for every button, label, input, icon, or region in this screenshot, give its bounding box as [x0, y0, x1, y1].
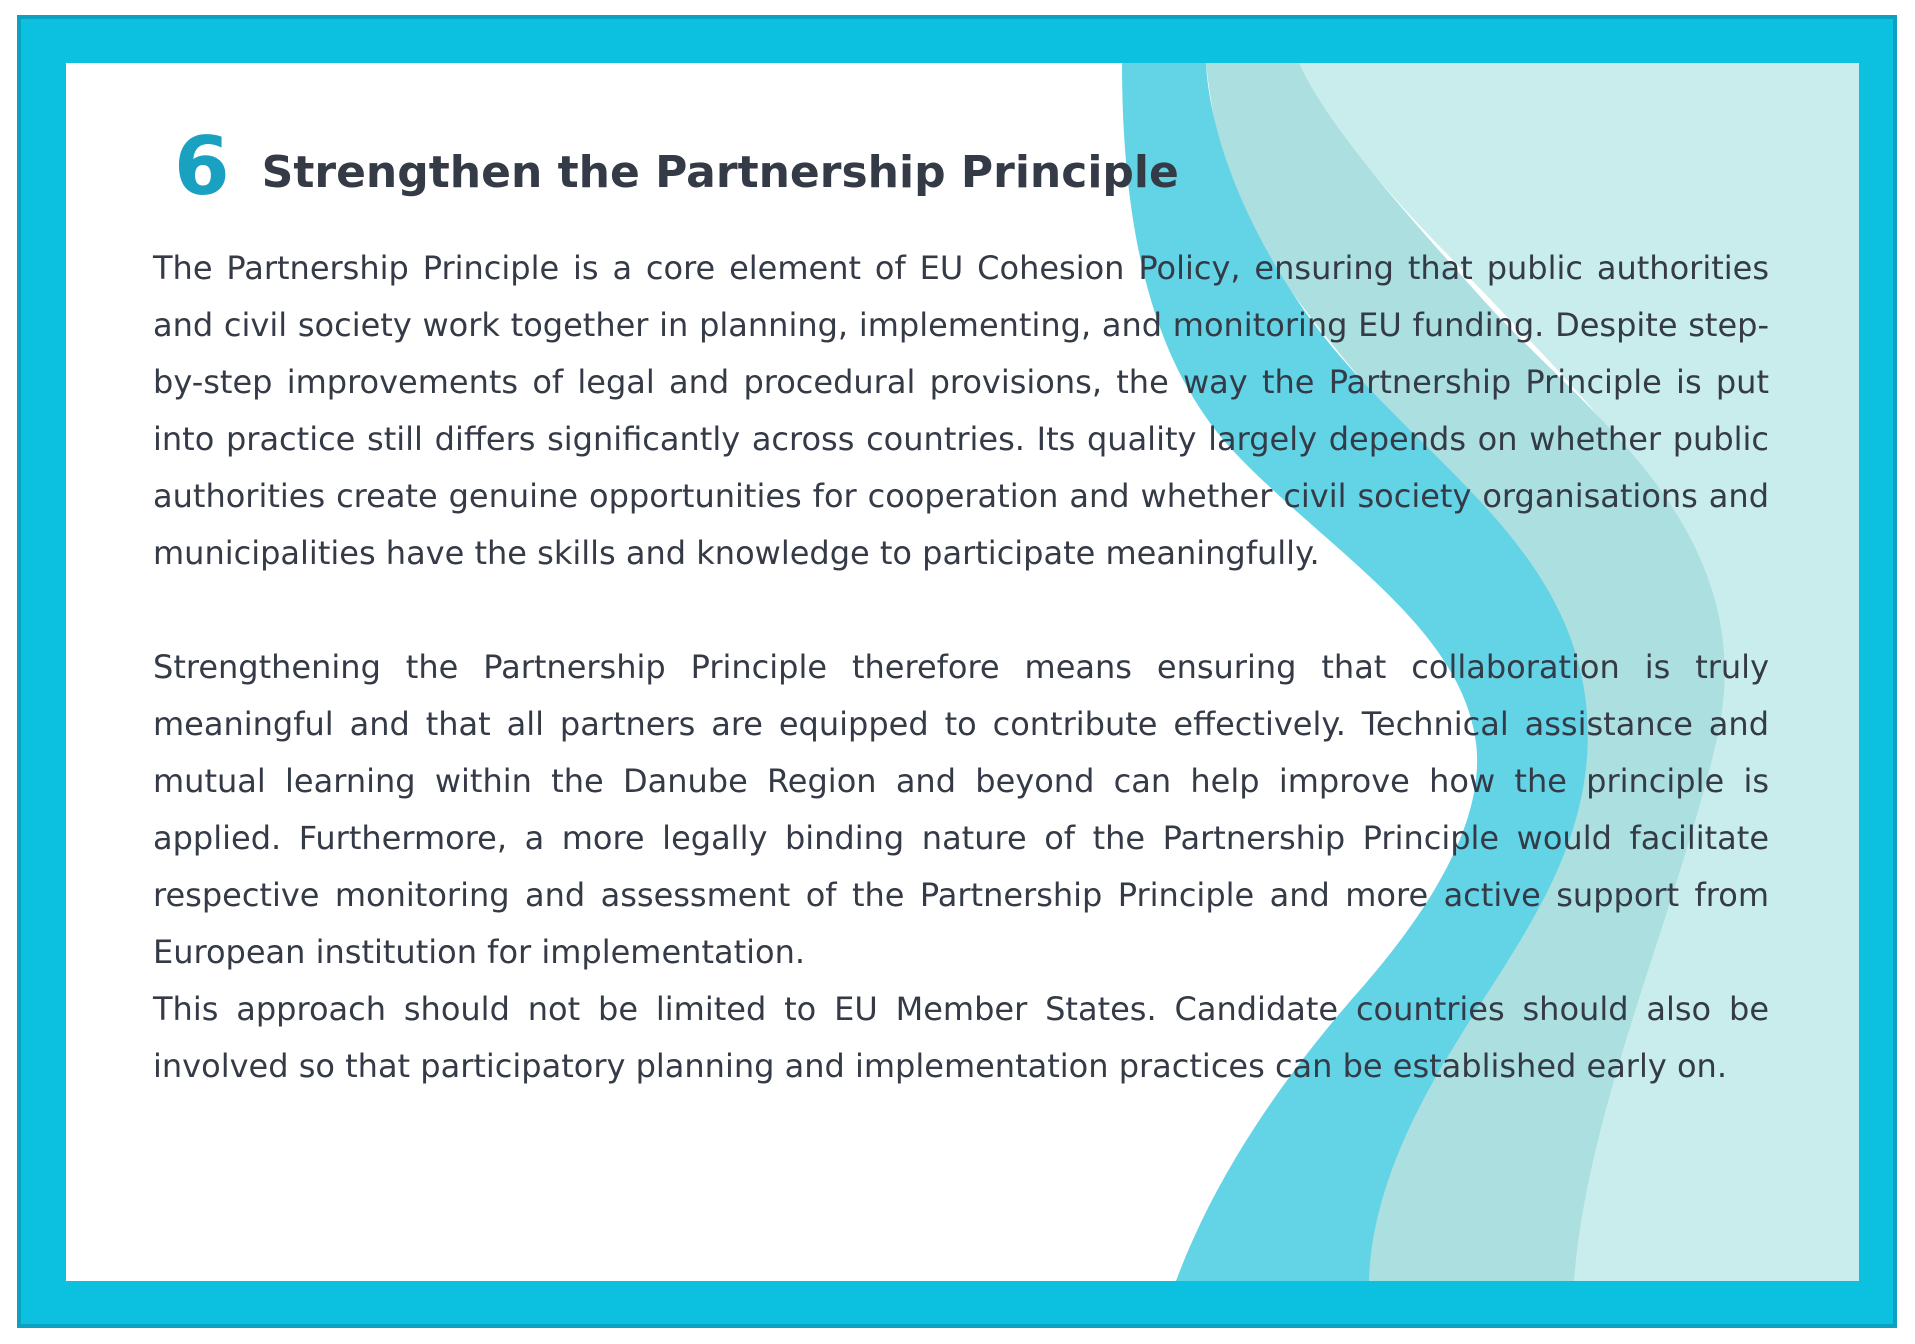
paragraph-2: Strengthening the Partnership Principle therefore means ensuring that collaboration is truly meaningful and that all partners are equipped to contribute effectively. Technical assistance and mutual learning within the Danube Region and beyond can help improve how the principle is applied. Furthermore, a more legally binding nature of the Partnership Principle would facilitate respective monitoring and assessment of the Partnership Principle and more active support from European institution for implementation. — [153, 648, 1769, 971]
section-number: 6 — [174, 120, 230, 213]
paragraph-3: This approach should not be limited to EU Member States. Candidate countries should also be involved so that participatory planning and implementation practices can be established early on. — [153, 990, 1769, 1085]
body-text — [153, 240, 1769, 1095]
section-heading — [174, 107, 1179, 227]
section-title: Strengthen the Partnership Principle — [261, 147, 1179, 198]
paragraph-1: The Partnership Principle is a core element of EU Cohesion Policy, ensuring that public authorities and civil society work together in planning, implementing, and monitoring EU funding. Despite step-by-step improvements of legal and procedural provisions, the way the Partnership Principle is put into practice still differs significantly across countries. Its quality largely depends on whether public authorities create genuine opportunities for cooperation and whether civil society organisations and municipalities have the skills and knowledge to participate meaningfully. — [153, 249, 1769, 572]
content-card — [66, 63, 1859, 1281]
